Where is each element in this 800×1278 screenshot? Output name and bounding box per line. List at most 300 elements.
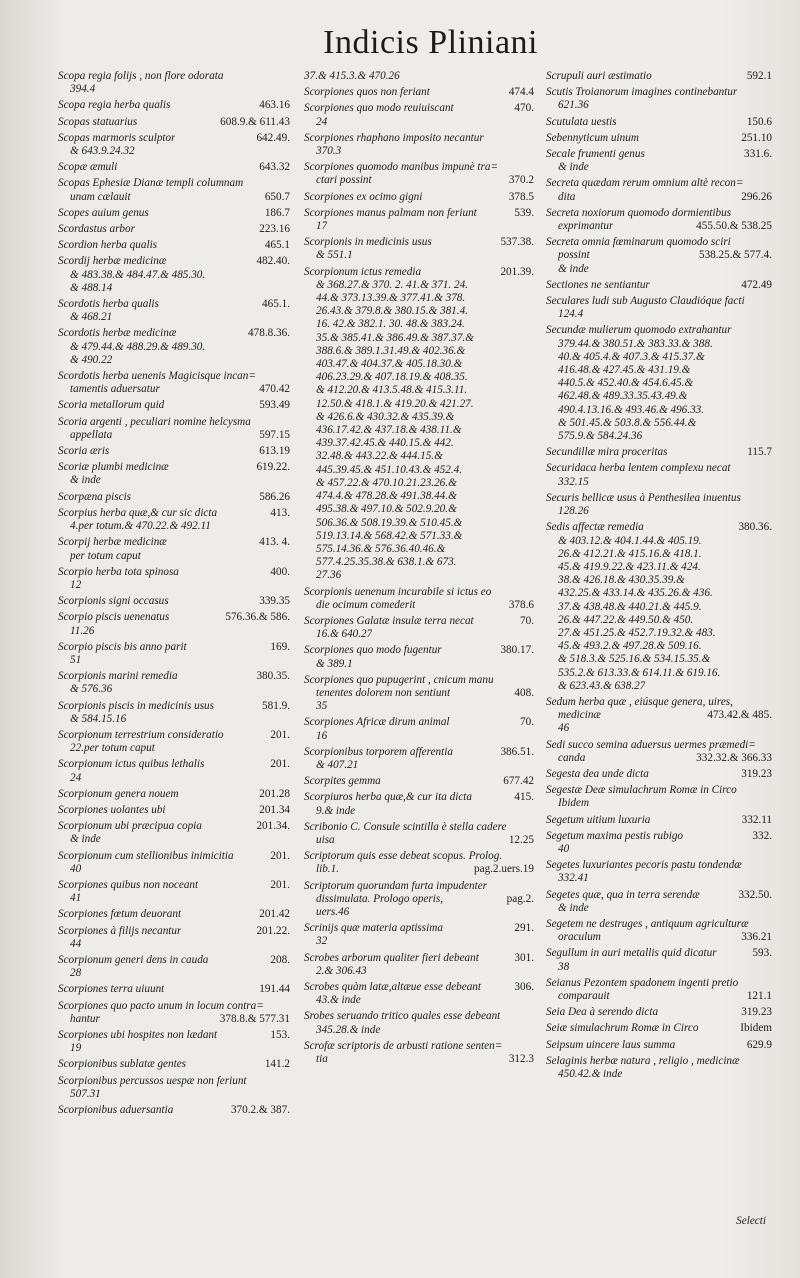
entry-line	[304, 615, 534, 628]
entry-text: & 501.45.& 503.8.& 556.44.&	[558, 416, 697, 429]
entry-line	[304, 70, 534, 83]
entry-line	[546, 191, 772, 204]
entry-text: Scorpionibus sublatæ gentes	[58, 1058, 187, 1071]
page-reference: 312.3	[508, 1053, 534, 1066]
entry-text: 16	[316, 729, 328, 742]
entry-line	[546, 653, 772, 666]
entry-text: Seia Dea à serendo dicta	[546, 1006, 659, 1019]
entry-line	[304, 1010, 534, 1023]
entry-line	[304, 530, 534, 543]
page-reference: 478.8.36.	[248, 327, 290, 340]
entry-text: & 368.27.& 370. 2. 41.& 371. 24.	[316, 278, 468, 291]
entry-text: 332.15	[558, 475, 589, 488]
entry-line	[304, 345, 534, 358]
page-reference: 191.44	[259, 983, 290, 996]
entry-line	[546, 505, 772, 518]
entry-text: & 407.21	[316, 758, 359, 771]
entry-line	[304, 207, 534, 220]
page-reference: 319.23	[741, 767, 772, 780]
entry-line	[304, 775, 534, 788]
page-reference: 291.	[514, 922, 534, 935]
entry-line	[304, 161, 534, 174]
entry-text: 9.& inde	[316, 804, 356, 817]
entry-text: per totum caput	[70, 549, 141, 562]
entry-line	[58, 327, 290, 340]
entry-line	[546, 709, 772, 722]
entry-text: 406.23.29.& 407.18.19.& 408.35.	[316, 371, 468, 384]
page-reference: 415.	[514, 791, 534, 804]
entry-line	[304, 674, 534, 687]
entry-text: dissimulata. Prologo operis,	[316, 892, 444, 905]
entry-text: & inde	[70, 833, 101, 846]
entry-line	[304, 1024, 534, 1037]
entry-line	[546, 161, 772, 174]
page-reference: 301.	[514, 951, 534, 964]
entry-line	[304, 305, 534, 318]
index-entry	[546, 521, 772, 693]
entry-text: 27.& 451.25.& 452.7.19.32.& 483.	[558, 626, 716, 639]
entry-text: Segetes luxuriantes pecoris pastu tondendæ	[546, 859, 742, 872]
page-reference: 629.9	[746, 1038, 772, 1051]
index-entry	[58, 1000, 290, 1026]
entry-text: Secreta quædam rerum omnium altè recon=	[546, 177, 744, 190]
page-reference: 296.26	[741, 190, 772, 203]
entry-line	[304, 490, 534, 503]
index-entry	[58, 207, 290, 220]
entry-line	[58, 1013, 290, 1026]
entry-text: Seiæ simulachrum Romæ in Circo	[546, 1022, 699, 1035]
entry-line	[546, 236, 772, 249]
entry-text: & 468.21	[70, 311, 113, 324]
entry-line	[304, 556, 534, 569]
page-reference: 619.22.	[256, 461, 290, 474]
entry-text: 462.48.& 489.33.35.43.49.&	[558, 390, 688, 403]
entry-text: tamentis aduersatur	[70, 383, 160, 396]
entry-text: 436.17.42.& 437.18.& 438.11.&	[316, 424, 462, 437]
entry-text: Sebennyticum uinum	[546, 131, 639, 144]
entry-text: Seipsum uincere laus summa	[546, 1038, 676, 1051]
entry-line	[546, 1039, 772, 1052]
entry-line	[304, 716, 534, 729]
entry-text: Scorpiones quo pacto unum in locum contra=	[58, 999, 264, 1012]
entry-line	[546, 295, 772, 308]
entry-line	[546, 308, 772, 321]
entry-line	[546, 351, 772, 364]
entry-text: 12.50.& 418.1.& 419.20.& 421.27.	[316, 397, 474, 410]
entry-text: 490.4.13.16.& 493.46.& 496.33.	[558, 403, 705, 416]
page-reference: 208.	[270, 953, 290, 966]
page-reference: 537.38.	[500, 236, 534, 249]
entry-line	[546, 752, 772, 765]
entry-text: Scribonio C. Consule scintilla è stella cadere	[304, 820, 507, 833]
page-reference: 470.	[514, 102, 534, 115]
entry-line	[58, 700, 290, 713]
page-reference: 380.36.	[738, 521, 772, 534]
index-entry	[58, 445, 290, 458]
entry-text: 35.& 385.41.& 386.49.& 387.37.&	[316, 331, 474, 344]
entry-line	[546, 961, 772, 974]
entry-line	[58, 370, 290, 383]
entry-text: Scoria metallorum quid	[58, 399, 165, 412]
entry-text: 24	[70, 771, 82, 784]
entry-text: hantur	[70, 1012, 100, 1025]
entry-text: 12	[70, 578, 82, 591]
index-entry	[546, 279, 772, 292]
entry-text: Sectiones ne sentiantur	[546, 278, 650, 291]
entry-line	[58, 967, 290, 980]
entry-text: Secreta noxiorum quomodo dormientibus	[546, 206, 732, 219]
entry-text: 379.44.& 380.51.& 383.33.& 388.	[558, 337, 713, 350]
entry-text: Scordotis herba qualis	[58, 298, 159, 311]
entry-line	[304, 1053, 534, 1066]
entry-line	[58, 729, 290, 742]
index-column-2	[304, 70, 534, 1069]
page-reference: 413. 4.	[259, 536, 290, 549]
entry-line	[58, 595, 290, 608]
entry-line	[546, 722, 772, 735]
entry-line	[58, 925, 290, 938]
index-entry	[58, 1058, 290, 1071]
entry-line	[58, 550, 290, 563]
entry-line	[546, 417, 772, 430]
entry-line	[304, 906, 534, 919]
entry-line	[58, 520, 290, 533]
entry-line	[58, 70, 290, 83]
entry-text: Scordion herba qualis	[58, 239, 158, 252]
entry-line	[546, 843, 772, 856]
entry-text: 445.39.45.& 451.10.43.& 452.4.	[316, 463, 463, 476]
page-reference: 581.9.	[262, 699, 290, 712]
page-reference: 463.16	[259, 99, 290, 112]
entry-line	[304, 687, 534, 700]
entry-text: Srobes seruando tritico quales esse debeant	[304, 1010, 501, 1023]
entry-text: Scorpiones à filijs necantur	[58, 924, 182, 937]
index-entry	[546, 1006, 772, 1019]
entry-text: Scorpionum terrestrium consideratio	[58, 728, 224, 741]
index-entry	[58, 729, 290, 755]
entry-line	[58, 491, 290, 504]
index-entry	[304, 70, 534, 83]
entry-line	[304, 863, 534, 876]
entry-line	[304, 746, 534, 759]
entry-text: Selaginis herbæ natura , religio , medicinæ	[546, 1054, 740, 1067]
entry-text: unam cælauit	[70, 190, 131, 203]
entry-line	[546, 640, 772, 653]
entry-line	[304, 658, 534, 671]
entry-text: Scordotis herba uenenis Magicisque incan=	[58, 370, 256, 383]
page-reference: 378.5	[508, 190, 534, 203]
entry-text: 345.28.& inde	[316, 1023, 381, 1036]
entry-text: Scorpionum ictus remedia	[304, 265, 422, 278]
entry-line	[304, 236, 534, 249]
entry-text: & 518.3.& 525.16.& 534.15.35.&	[558, 653, 711, 666]
entry-text: Scorpionum cum stellionibus inimicitia	[58, 849, 234, 862]
entry-line	[304, 922, 534, 935]
entry-line	[304, 279, 534, 292]
index-entry	[546, 830, 772, 856]
entry-line	[546, 86, 772, 99]
entry-line	[546, 338, 772, 351]
index-entry	[546, 947, 772, 973]
entry-text: 474.4.& 478.28.& 491.38.44.&	[316, 490, 457, 503]
page-reference: 201.	[270, 728, 290, 741]
entry-line	[58, 354, 290, 367]
entry-line	[546, 220, 772, 233]
entry-line	[546, 601, 772, 614]
entry-line	[58, 145, 290, 158]
index-entry	[58, 491, 290, 504]
entry-text: Scordij herbæ medicinæ	[58, 255, 167, 268]
index-entry	[58, 116, 290, 129]
entry-line	[58, 1058, 290, 1071]
index-entry	[546, 177, 772, 203]
entry-line	[546, 696, 772, 709]
page-reference: 331.6.	[744, 148, 772, 161]
entry-text: comparauit	[558, 990, 610, 1002]
entry-text: Scorpionis uenenum incurabile si ictus eo	[304, 585, 492, 598]
entry-line	[58, 223, 290, 236]
entry-text: Secundillæ mira proceritas	[546, 446, 668, 459]
index-entry	[58, 507, 290, 533]
index-entry	[304, 102, 534, 128]
entry-line	[58, 654, 290, 667]
page-reference: 472.49	[741, 278, 772, 291]
entry-line	[304, 358, 534, 371]
entry-line	[304, 994, 534, 1007]
entry-text: 577.4.25.35.38.& 638.1.& 673.	[316, 556, 457, 569]
entry-text: Segetes quæ, qua in terra serendæ	[546, 888, 700, 901]
entry-line	[58, 445, 290, 458]
entry-text: 403.47.& 404.37.& 405.18.30.&	[316, 358, 463, 371]
entry-line	[304, 411, 534, 424]
page-reference: 650.7	[264, 190, 290, 203]
entry-text: 19	[70, 1042, 82, 1055]
entry-line	[304, 850, 534, 863]
entry-text: Scordotis herbæ medicinæ	[58, 327, 177, 340]
entry-text: 26.& 412.21.& 415.16.& 418.1.	[558, 547, 702, 560]
entry-line	[546, 548, 772, 561]
index-entry	[546, 236, 772, 276]
entry-line	[304, 1040, 534, 1053]
entry-text: 575.14.36.& 576.36.40.46.&	[316, 542, 446, 555]
entry-text: Scrobes arborum qualiter fieri debeant	[304, 951, 479, 964]
index-entry	[304, 775, 534, 788]
entry-line	[546, 614, 772, 627]
entry-text: 440.5.& 452.40.& 454.6.45.&	[558, 377, 694, 390]
entry-text: & 412.20.& 413.5.48.& 415.3.11.	[316, 384, 468, 397]
entry-line	[304, 821, 534, 834]
entry-text: & 479.44.& 488.29.& 489.30.	[70, 340, 206, 353]
entry-line	[304, 730, 534, 743]
index-entry	[58, 461, 290, 487]
entry-text: Seianus Pezontem spadonem ingenti pretio	[546, 976, 739, 989]
page-reference: 121.1	[746, 990, 772, 1002]
entry-line	[304, 86, 534, 99]
entry-text: tia	[316, 1053, 328, 1066]
entry-text: & 576.36	[70, 683, 113, 696]
entry-line	[546, 680, 772, 693]
page-reference: 408.	[514, 686, 534, 699]
entry-text: Seculares ludi sub Augusto Claudióque facti	[546, 295, 745, 308]
entry-text: 332.41	[558, 872, 589, 885]
entry-line	[546, 70, 772, 83]
entry-text: 439.37.42.45.& 440.15.& 442.	[316, 437, 454, 450]
entry-text: 45.& 419.9.22.& 423.11.& 424.	[558, 560, 701, 573]
entry-line	[304, 834, 534, 847]
entry-text: 519.13.14.& 568.42.& 571.33.&	[316, 529, 463, 542]
index-entry	[304, 821, 534, 847]
entry-line	[546, 148, 772, 161]
entry-text: Scorpiones rhaphano imposito necantur	[304, 131, 484, 144]
index-entry	[58, 1029, 290, 1055]
page-reference: 473.42.& 485.	[707, 709, 772, 722]
entry-line	[546, 1068, 772, 1081]
entry-line	[304, 145, 534, 158]
index-entry	[58, 255, 290, 295]
page-reference: 380.35.	[256, 670, 290, 683]
page-reference: 153.	[270, 1029, 290, 1041]
entry-line	[546, 364, 772, 377]
entry-line	[304, 952, 534, 965]
page-reference: 593.	[752, 947, 772, 960]
index-entry	[58, 954, 290, 980]
entry-line	[304, 517, 534, 530]
entry-text: Scorpiones quo modo fugentur	[304, 644, 442, 657]
entry-line	[58, 116, 290, 129]
entry-text: Scriptorum quorundam furta impudenter	[304, 879, 488, 892]
entry-text: 38.& 426.18.& 430.35.39.&	[558, 574, 685, 587]
entry-text: Scorpionum ictus quibus lethalis	[58, 758, 205, 771]
entry-line	[58, 641, 290, 654]
running-title: Indicis Pliniani	[323, 24, 538, 61]
entry-text: 44	[70, 937, 82, 950]
entry-line	[58, 311, 290, 324]
entry-text: Scorpiones quos non feriant	[304, 86, 430, 99]
entry-text: Scriptorum quis esse debeat scopus. Prolog.	[304, 850, 503, 863]
entry-line	[58, 474, 290, 487]
entry-line	[58, 132, 290, 145]
entry-text: uisa	[316, 833, 335, 846]
entry-text: 37.& 438.48.& 440.21.& 445.9.	[558, 600, 702, 613]
index-column-3	[546, 70, 772, 1084]
index-entry	[546, 446, 772, 459]
page-reference: 201.28	[259, 787, 290, 800]
index-entry	[58, 641, 290, 667]
entry-text: 28	[70, 967, 82, 980]
entry-line	[58, 566, 290, 579]
entry-line	[304, 266, 534, 279]
index-entry	[304, 644, 534, 670]
entry-text: canda	[558, 751, 586, 764]
entry-text: & 488.14	[70, 281, 113, 294]
entry-text: appellata	[70, 428, 113, 441]
index-entry	[546, 1022, 772, 1035]
index-entry	[58, 788, 290, 801]
page-reference: 339.35	[259, 595, 290, 608]
entry-line	[58, 772, 290, 785]
entry-line	[58, 850, 290, 863]
entry-line	[304, 965, 534, 978]
entry-line	[546, 279, 772, 292]
entry-text: Segetem ne destruges , antiquum agriculturæ	[546, 917, 749, 930]
entry-text: Scopa regia herba qualis	[58, 99, 171, 112]
entry-text: 416.48.& 427.45.& 431.19.&	[558, 364, 691, 377]
entry-line	[58, 804, 290, 817]
entry-text: Scopas statuarius	[58, 115, 138, 128]
page-reference: pag.2.	[506, 892, 534, 905]
index-entry	[58, 1104, 290, 1117]
index-entry	[304, 746, 534, 772]
index-entry	[58, 925, 290, 951]
index-entry	[58, 99, 290, 112]
entry-text: Scorpio piscis bis anno parit	[58, 640, 187, 653]
entry-line	[58, 788, 290, 801]
index-entry	[58, 820, 290, 846]
entry-line	[546, 918, 772, 931]
entry-line	[304, 880, 534, 893]
entry-line	[546, 627, 772, 640]
page-reference: 223.16	[259, 223, 290, 236]
entry-line	[546, 739, 772, 752]
entry-line	[546, 931, 772, 944]
page-reference: 201.34.	[256, 820, 290, 833]
entry-text: possint	[558, 249, 590, 262]
entry-text: Secreta omnia fœminarum quomodo sciri	[546, 236, 731, 249]
index-entry	[304, 981, 534, 1007]
index-entry	[58, 700, 290, 726]
entry-line	[546, 132, 772, 145]
entry-text: & inde	[70, 474, 101, 487]
entry-text: Scorpio herba tota spinosa	[58, 565, 179, 578]
entry-line	[58, 879, 290, 892]
index-entry	[546, 207, 772, 233]
entry-text: Scorpiones quo pupugerint , cnicum manu	[304, 673, 494, 686]
page-reference: 586.26	[259, 490, 290, 503]
entry-text: Segullum in auri metallis quid dicatur	[546, 947, 717, 960]
entry-line	[304, 644, 534, 657]
entry-line	[58, 625, 290, 638]
page-reference: Ibidem	[740, 1022, 772, 1035]
index-entry	[546, 1055, 772, 1081]
entry-text: Scordastus arbor	[58, 223, 135, 236]
entry-text: 370.3	[316, 145, 342, 158]
entry-text: 24	[316, 115, 328, 128]
entry-line	[58, 239, 290, 252]
entry-line	[304, 292, 534, 305]
index-entry	[58, 879, 290, 905]
index-entry	[58, 1075, 290, 1101]
entry-text: & 483.38.& 484.47.& 485.30.	[70, 268, 206, 281]
index-entry	[58, 611, 290, 637]
page-reference: 539.	[514, 206, 534, 219]
entry-line	[304, 398, 534, 411]
index-entry	[58, 804, 290, 817]
entry-text: 575.9.& 584.24.36	[558, 430, 643, 443]
entry-text: 16. 42.& 382.1. 30. 48.& 383.24.	[316, 318, 465, 331]
page-reference: 643.32	[259, 161, 290, 174]
index-entry	[546, 918, 772, 944]
index-entry	[58, 239, 290, 252]
entry-text: lib.1.	[316, 863, 339, 876]
entry-text: dita	[558, 190, 576, 203]
entry-text: Scopas Ephesiæ Dianæ templi columnam	[58, 177, 244, 190]
entry-line	[304, 424, 534, 437]
entry-line	[58, 1042, 290, 1055]
entry-text: 40.& 405.4.& 407.3.& 415.37.&	[558, 350, 705, 363]
page-header	[0, 18, 800, 70]
entry-line	[304, 628, 534, 641]
entry-text: 27.36	[316, 569, 342, 582]
